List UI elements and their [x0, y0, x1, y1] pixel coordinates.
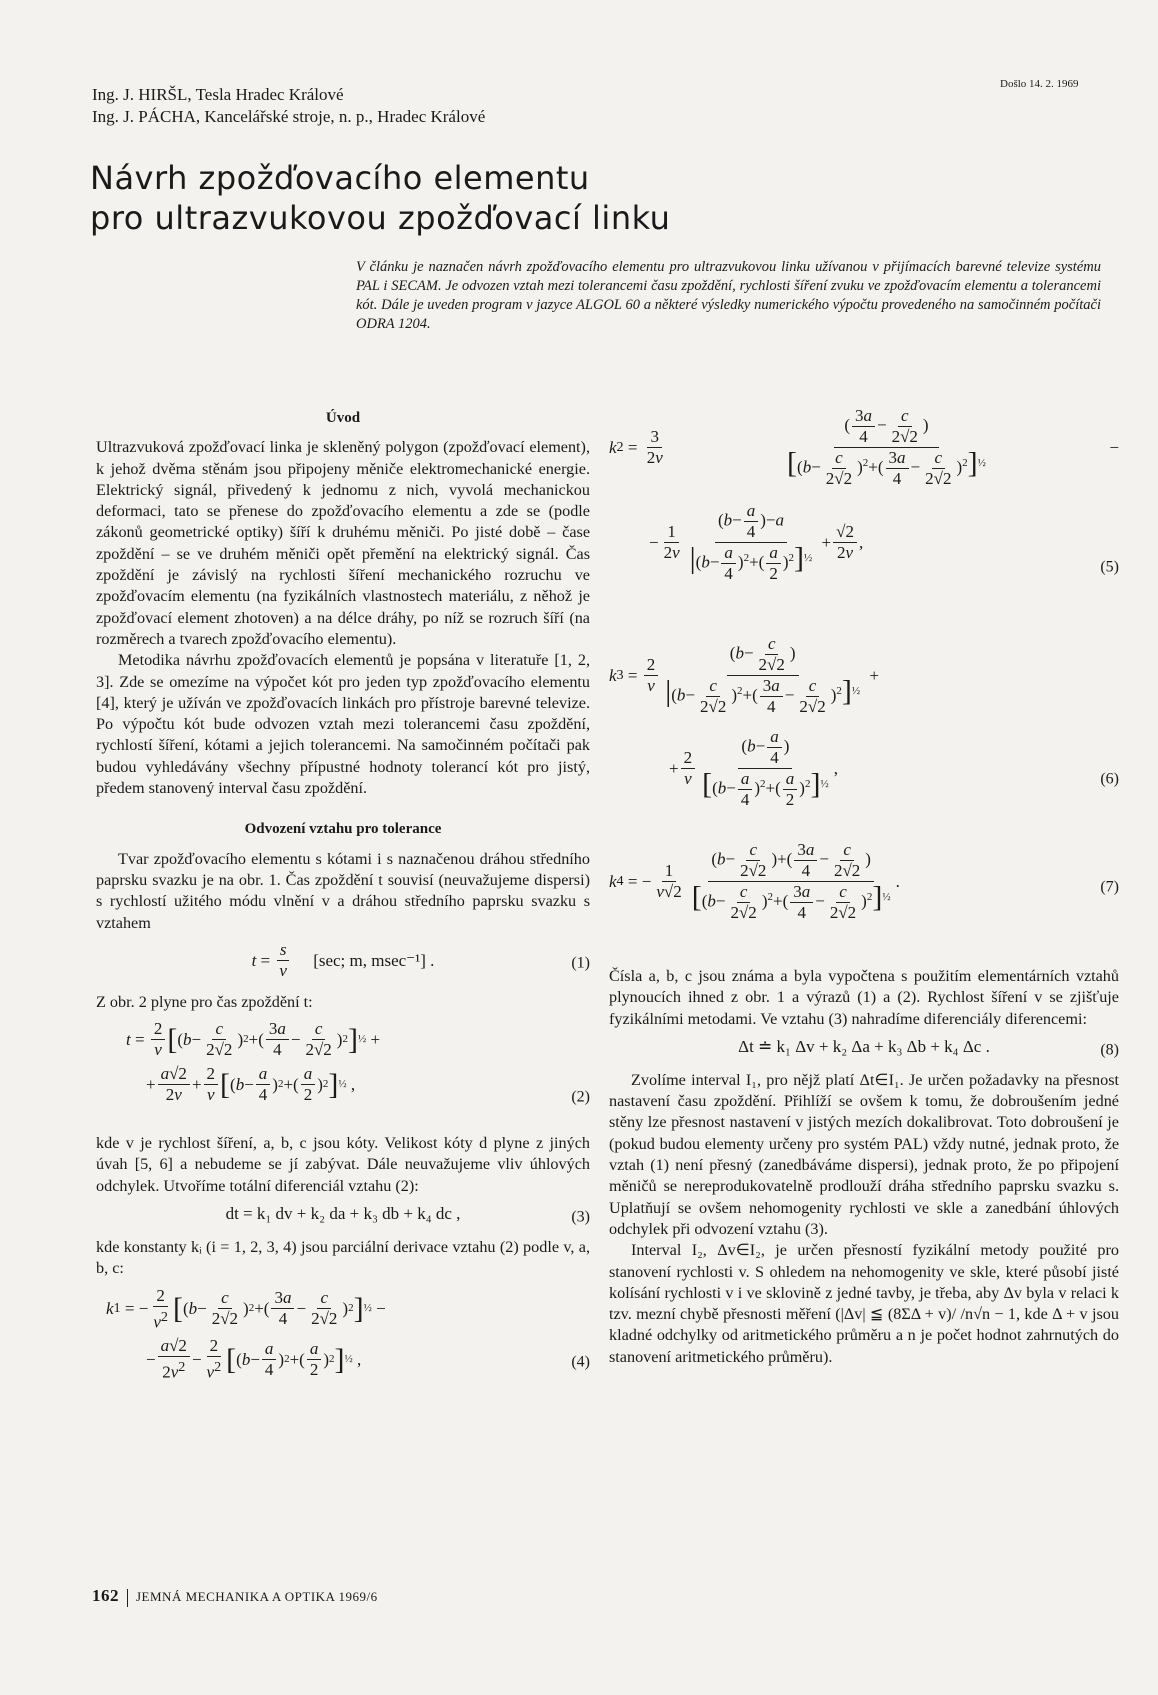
page-footer — [92, 1586, 378, 1607]
section-heading-tolerance: Odvození vztahu pro tolerance — [244, 821, 442, 838]
equation-8-text: Δt ≐ k₁ Δv + k₂ Δa + k₃ Δb + k₄ Δc . — [738, 1036, 990, 1056]
equation-number-1: (1) — [571, 954, 590, 972]
author-1: Ing. J. HIRŠL, Tesla Hradec Králové — [92, 85, 344, 104]
received-date: Došlo 14. 2. 1969 — [1000, 78, 1079, 90]
equation-1: t = $\frac{s}{v}$ [sec; m, msec⁻¹] . (1) — [251, 939, 590, 980]
equation-3-text: dt = k₁ dv + k₂ da + k₃ db + k₄ dc , — [225, 1204, 461, 1224]
equation-number-6: (6) — [1100, 770, 1119, 788]
equation-6: k 3 = $\frac{2}{v}$ (b− $\frac{c}{2√2}$ ) |(b− $\frac{c}{2√2}$ )$^2$+( $\frac{3a}{4}$ − $\frac{c}{2√2}$ )$^2$]$^{\frac{1}{2}}$ + + $\frac{2}{v}$ (b− $\frac{a}{4}$ ) [(b− $\frac{a}{4}$ )$^2$+( $\frac{a}{2}$ )$^2$]$^{\frac{1}{2}}$ , (6) — [609, 634, 1119, 809]
intro-paragraph-2: Metodika návrhu zpožďovacích elementů je popsána v literatuře [1, 2, 3]. Zde se omezíme na výpočet kót pro jeden typ zpožďovacího elementu [4], který je užíván ve zpožďovacích linkách pro přístroje barevné televize. Po výpočtu kót bude odvozen vztah mezi tolerancemi času zpoždění, rychlostí šíření, kótami a jejich tolerancemi. Na samočinném počítači pak budou vyhledávány všechny přípustné hodnoty tolerancí kót pro jistý, předem stanovený interval času zpoždění. — [96, 651, 590, 798]
equation-number-4: (4) — [571, 1353, 590, 1371]
equation-8 — [609, 1036, 1119, 1064]
section2-paragraph-2: Z obr. 2 plyne pro čas zpoždění t: — [96, 992, 313, 1011]
equation-7: k 4 = − $\frac{1}{v√2}$ (b− $\frac{c}{2√2}$ )+( $\frac{3a}{4}$ − $\frac{c}{2√2}$ ) [(b− $\frac{c}{2√2}$ )$^2$+( $\frac{3a}{4}$ − $\frac{c}{2√2}$ )$^2$]$^{\frac{1}{2}}$ . (7) — [609, 840, 1119, 922]
right-paragraph-1: Čísla a, b, c jsou známa a byla vypočtena s použitím elementárních vztahů plynoucích ihned z obr. 1 a výrazů (1) a (2). Rychlost šíření v se zjišťuje fyzikálními metodami. Ve vztahu (3) nahradíme diferenciály diferencemi: — [609, 967, 1119, 1028]
abstract: V článku je naznačen návrh zpožďovacího elementu pro ultrazvukovou linku užívanou v přijímacích barevné televize systému PAL i SECAM. Je odvozen vztah mezi tolerancemi času zpoždění, rychlosti šíření zvuku ve zpožďovacím elementu a tolerancemi kót. Dále je uveden program v jazyce ALGOL 60 a některé výsledky numerického výpočtu provedeného na samočinném počítači ODRA 1204. — [356, 259, 1101, 332]
footer-divider — [127, 1589, 128, 1607]
right-column — [609, 400, 1119, 1368]
equation-5: k 2 = $\frac{3}{2v}$ ( $\frac{3a}{4}$ − $\frac{c}{2√2}$ ) [(b− $\frac{c}{2√2}$ )$^2$+( $\frac{3a}{4}$ − $\frac{c}{2√2}$ )$^2$]$^{\frac{1}{2}}$ − − $\frac{1}{2v}$ (b− $\frac{a}{4}$ )−a |(b− $\frac{a}{4}$ )$^2$+( $\frac{a}{2}$ )$^2$]$^{\frac{1}{2}}$ + $\frac{√2}{2v}$ , (5) — [609, 406, 1119, 583]
page-number: 162 — [92, 1586, 119, 1605]
section2-paragraph-1: Tvar zpožďovacího elementu s kótami i s naznačenou dráhou středního paprsku svazku je na obr. 1. Čas zpoždění t souvisí (neuvažujeme dispersi) s rychlostí užitého módu vlnění v a dráhou středního paprsku svazku s vztahem — [96, 849, 590, 932]
equation-4: k 1 = − $\frac{2}{v^2}$ [ ( b − $\frac{c}{2√2}$ ) 2 +( $\frac{3a}{4}$ − $\frac{c}{2√2}$ ) 2 ] ½ − − $\frac{a√2}{2v^2}$ − $\frac{2}{v^2}$ [ ( b − $\frac{a}{4}$ ) 2 +( $\frac{a}{2}$ ) 2 ] ½ , (4) — [106, 1285, 590, 1382]
title-line-2: pro ultrazvukovou zpožďovací linku — [90, 199, 671, 237]
author-2: Ing. J. PÁCHA, Kancelářské stroje, n. p., Hradec Králové — [92, 107, 486, 126]
intro-paragraph-1: Ultrazvuková zpožďovací linka je skleněný polygon (zpožďovací element), k jehož dvěma stěnám jsou připojeny měniče elektromechanické energie. Elektrický signál, přivedený k jednomu z nich, vyvolá mechanickou deformaci, tato se přenese do zpožďovacího elementu a zde se (podle zákonů geometrické optiky) šíří k druhému měniči. Po jisté době – čase zpoždění – se ve druhém měniči opět přemění na elektrický signál. Čas zpoždění je závislý na rychlosti šíření mechanického rozruchu ve zpožďovacím elementu (na fyzikálních vlastnostech materiálu, z něhož je zpožďovací element zhotoven) a na délce dráhy, po níž se rozruch šíří (na rozměrech a tvarech zpožďovacího elementu). — [96, 438, 590, 648]
article-title — [90, 158, 670, 238]
equation-number-7: (7) — [1100, 878, 1119, 896]
equation-number-3: (3) — [571, 1208, 590, 1226]
equation-number-2: (2) — [571, 1088, 590, 1106]
authors — [92, 84, 485, 128]
equation-number-8: (8) — [1100, 1041, 1119, 1059]
equation-2: t = $\frac{2}{v}$ [ ( b − $\frac{c}{2√2}$ ) 2 +( $\frac{3a}{4}$ − $\frac{c}{2√2}$ ) 2 ] ½ + + $\frac{a√2}{2v}$ + $\frac{2}{v}$ [ ( b − $\frac{a}{4}$ ) 2 +( $\frac{a}{2}$ ) 2 ] ½ , (2) — [96, 1019, 590, 1127]
section2-paragraph-3: kde v je rychlost šíření, a, b, c jsou kóty. Velikost kóty d plyne z jiných úvah [5, 6] a nebudeme se jí zabývat. Dále neuvažujeme vliv úhlových odchylek. Utvoříme totální diferenciál vztahu (2): — [96, 1134, 590, 1195]
right-paragraph-3: Interval I₂, Δv∈I₂, je určen přesností fyzikální metody použité pro stanovení rychlosti v. S ohledem na nehomogenity ve skle, které působí jisté kolísání rychlosti v i ve sklovině z jedné tavby, je třeba, aby Δv byla v relaci k tzv. mezní chybě přesnosti měření (|Δv| ≦ (8ΣΔ + v)/ /n√n − 1, kde Δ + v jsou kladné odchylky od aritmetického průměru a n je počet hodnot zahrnutých do stanovení aritmetického průměru). — [609, 1241, 1119, 1366]
equation-3 — [96, 1203, 590, 1231]
right-paragraph-2: Zvolíme interval I₁, pro nějž platí Δt∈I₁. Je určen požadavky na přesnost nastavení času zpoždění. Přihlíží se ovšem k tomu, že dobroušením jedné stěny lze přesnost nastavení v jistých mezích dokalibrovat. Toto dobroušení je (pokud budou elementy určeny pro systém PAL) vždy nutné, jednak proto, že vztah (1) není přesný (zanedbáváme dispersi), jednak proto, že po připojení měničů se nereprodukovatelně prodlouží dráha středního paprsku svazku s. Uplatňují se ovšem nehomogenity rychlosti ve skle a zanedbání úhlových odchylek při odvození vztahu (3). — [609, 1070, 1119, 1238]
journal-name: JEMNÁ MECHANIKA A OPTIKA 1969/6 — [136, 1589, 378, 1604]
equation-1-units: [sec; m, msec⁻¹] . — [313, 950, 435, 970]
title-line-1: Návrh zpožďovacího elementu — [90, 159, 590, 197]
section-heading-intro: Úvod — [325, 410, 361, 426]
equation-number-5: (5) — [1100, 558, 1119, 576]
left-column — [96, 408, 590, 1398]
section2-paragraph-4: kde konstanty kᵢ (i = 1, 2, 3, 4) jsou parciální derivace vztahu (2) podle v, a, b, c: — [96, 1238, 590, 1278]
